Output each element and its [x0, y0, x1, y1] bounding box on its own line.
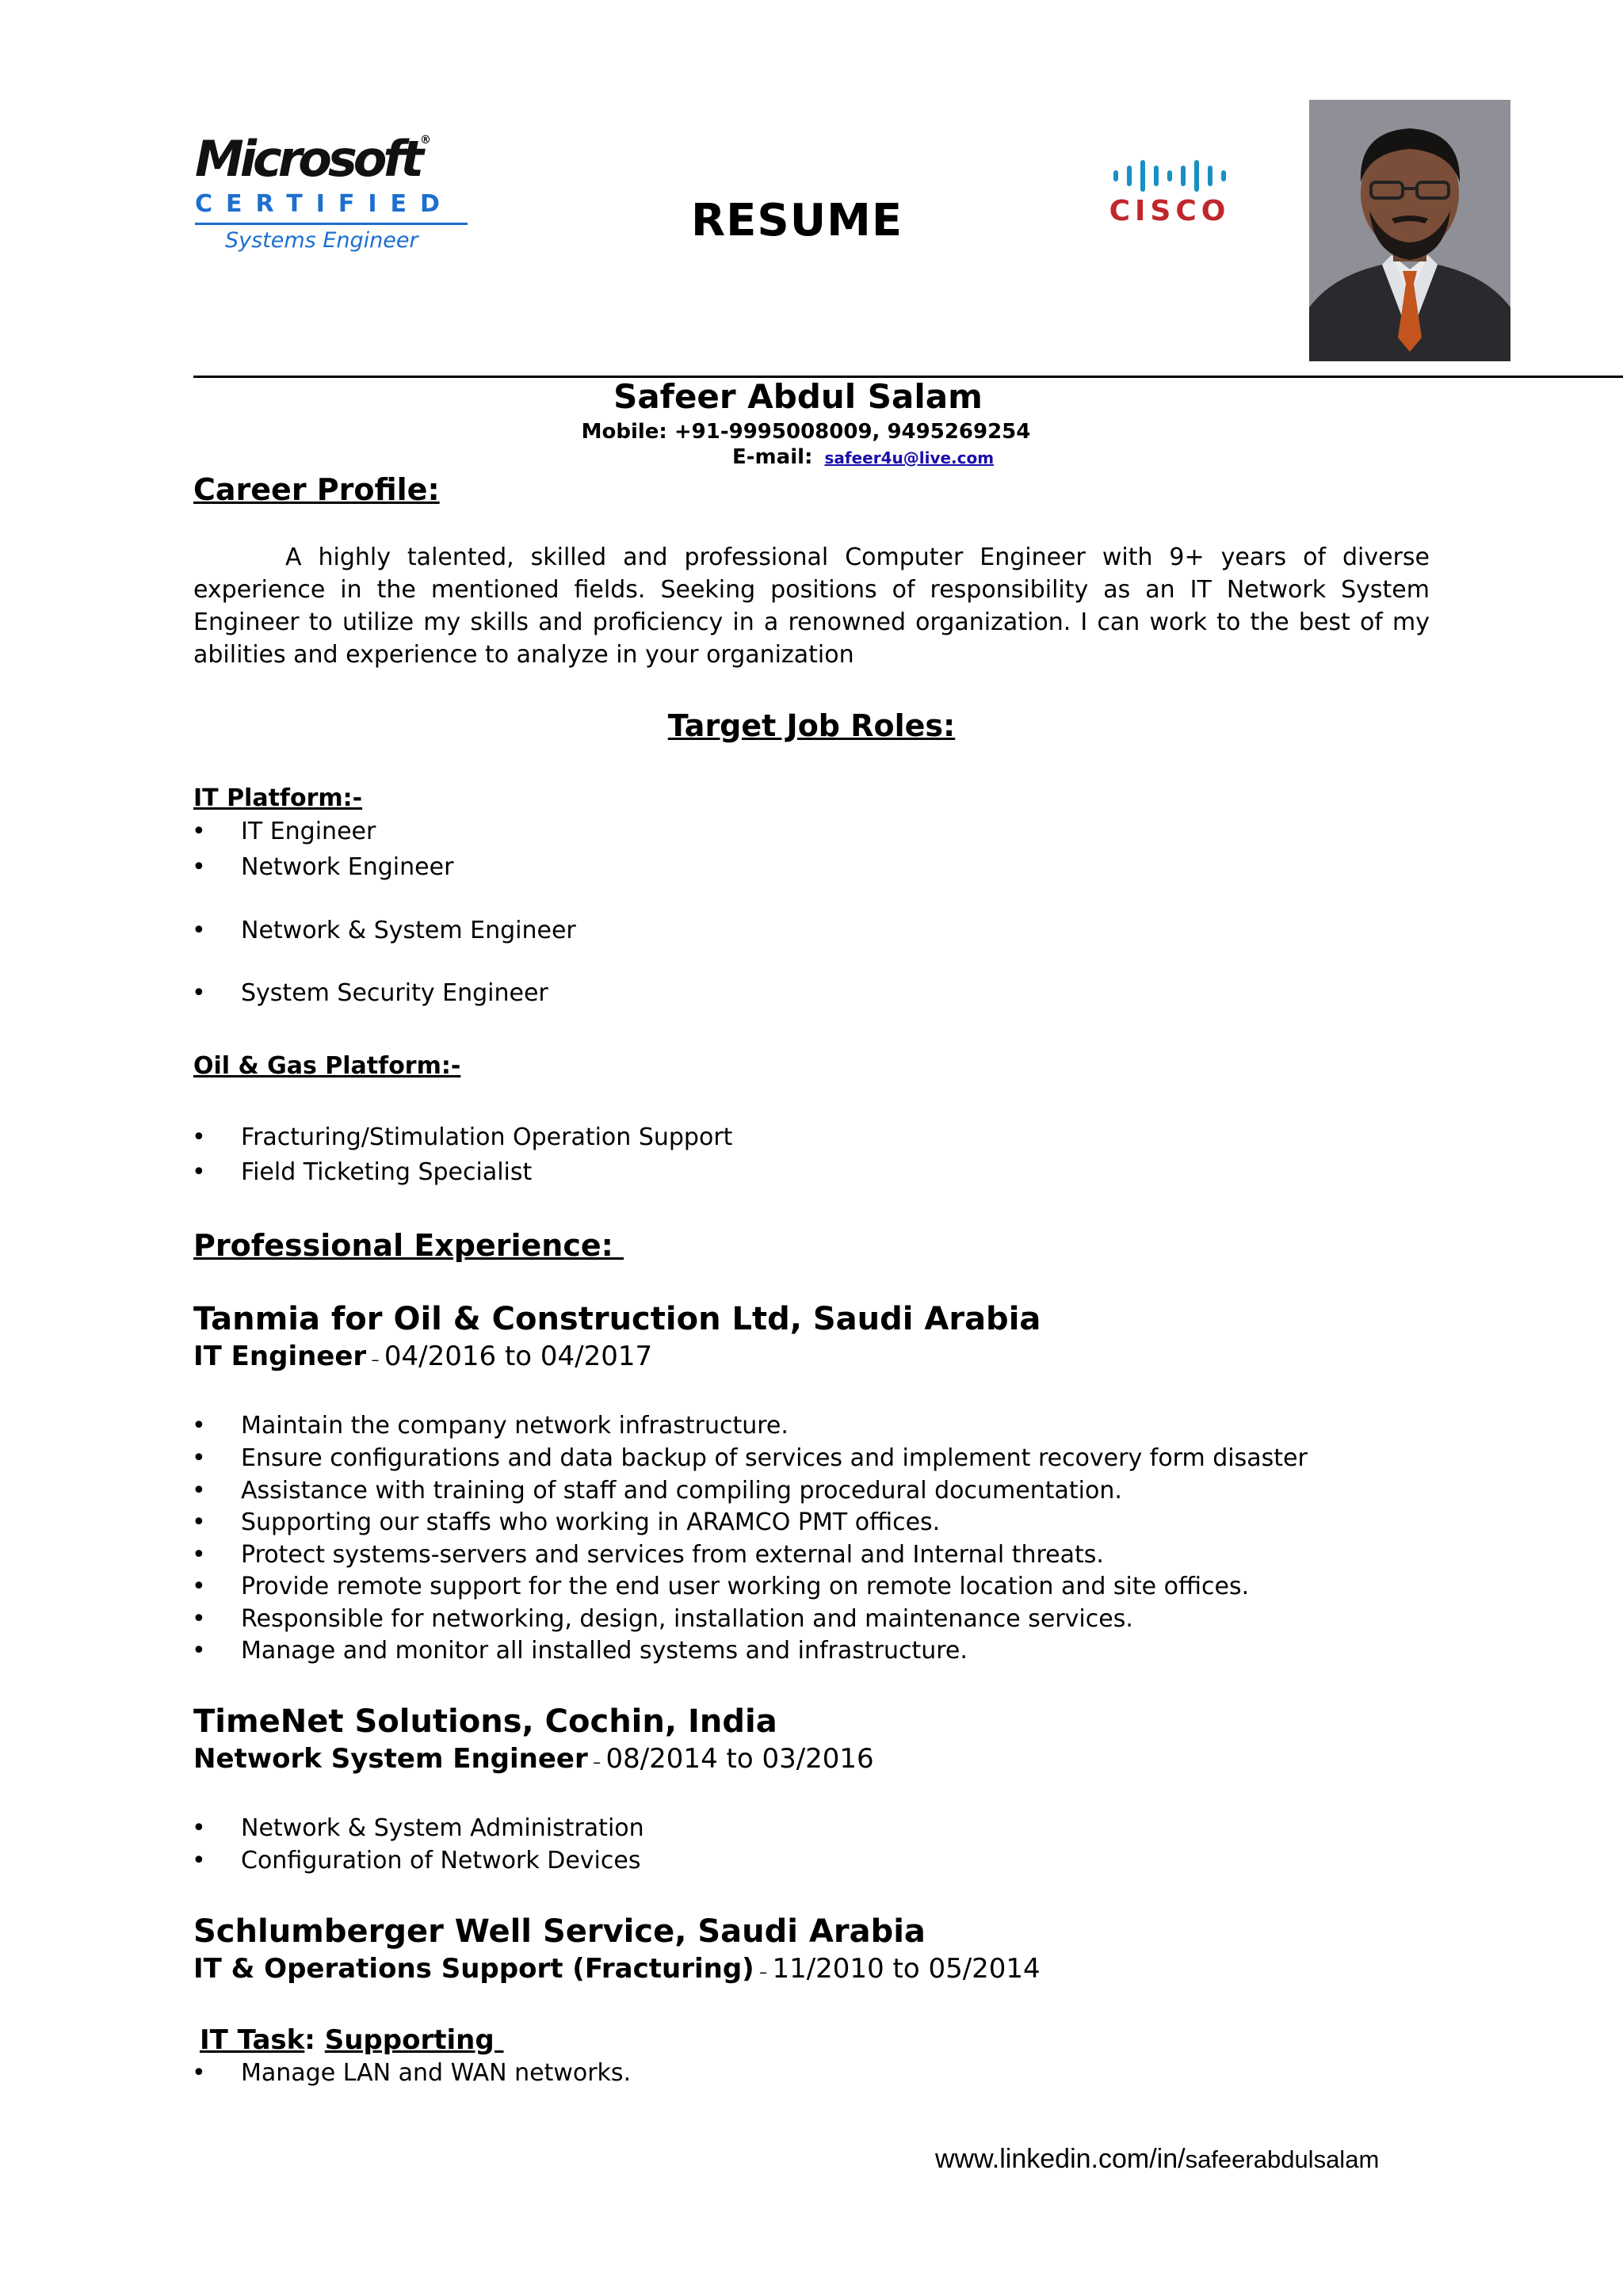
job-dates: 08/2014 to 03/2016: [605, 1743, 874, 1775]
company-name: Tanmia for Oil & Construction Ltd, Saudi Arabia: [193, 1301, 1041, 1337]
oil-gas-platform-heading: Oil & Gas Platform:-: [193, 1052, 461, 1080]
job-title-row: IT & Operations Support (Fracturing) – 11/2010 to 05/2014: [193, 1953, 1041, 1985]
microsoft-certified-logo: [195, 130, 488, 254]
company-name: TimeNet Solutions, Cochin, India: [193, 1703, 777, 1740]
career-profile-text: [193, 541, 1430, 671]
job-dates: 04/2016 to 04/2017: [384, 1341, 653, 1372]
email-label: E-mail:: [732, 445, 813, 469]
logo-divider: [195, 223, 468, 225]
career-profile-heading: Career Profile:: [193, 472, 440, 507]
cisco-logo: [1098, 158, 1241, 230]
email-link[interactable]: safeer4u@live.com: [824, 448, 995, 467]
candidate-name: Safeer Abdul Salam: [613, 377, 983, 416]
target-job-roles-title: Target Job Roles:: [667, 708, 956, 743]
job-title-row: Network System Engineer – 08/2014 to 03/2016: [193, 1743, 874, 1775]
registered-mark: ®: [419, 134, 431, 147]
job-dates: 11/2010 to 05/2014: [772, 1953, 1041, 1985]
linkedin-url[interactable]: www.linkedin.com/in/safeerabdulsalam: [935, 2144, 1380, 2174]
job-title: IT & Operations Support (Fracturing): [193, 1953, 754, 1985]
it-task-row: IT Task: Supporting: [200, 2024, 504, 2056]
cisco-bars-icon: [1098, 158, 1241, 193]
mobile-number: Mobile: +91-9995008009, 9495269254: [581, 420, 1031, 444]
profile-photo: [1309, 100, 1510, 361]
cisco-wordmark: CISCO: [1109, 195, 1231, 227]
resume-title: RESUME: [691, 195, 903, 246]
it-platform-heading: IT Platform:-: [193, 784, 363, 812]
systems-engineer-text: Systems Engineer: [225, 228, 418, 253]
job-title-row: IT Engineer – 04/2016 to 04/2017: [193, 1341, 653, 1372]
professional-experience-heading: Professional Experience:: [193, 1228, 624, 1263]
company-name: Schlumberger Well Service, Saudi Arabia: [193, 1913, 926, 1950]
email-row: [732, 445, 994, 469]
microsoft-wordmark: Microsoft: [195, 130, 420, 188]
certified-text: CERTIFIED: [195, 190, 453, 218]
career-profile-body: A highly talented, skilled and professional Computer Engineer with 9+ years of diverse experience in the mentioned fields. Seeking positions of responsibility as an IT Network System Engineer to utilize my skills and proficiency in a renowned organization. I can work to the best of my abilities and experience to analyze in your organization: [193, 543, 1430, 669]
it-task-label: IT Task: [200, 2024, 305, 2056]
job-title: IT Engineer: [193, 1341, 367, 1372]
job-title: Network System Engineer: [193, 1743, 588, 1775]
target-job-roles-heading: [0, 708, 1623, 743]
it-task-value: Supporting: [324, 2024, 504, 2056]
